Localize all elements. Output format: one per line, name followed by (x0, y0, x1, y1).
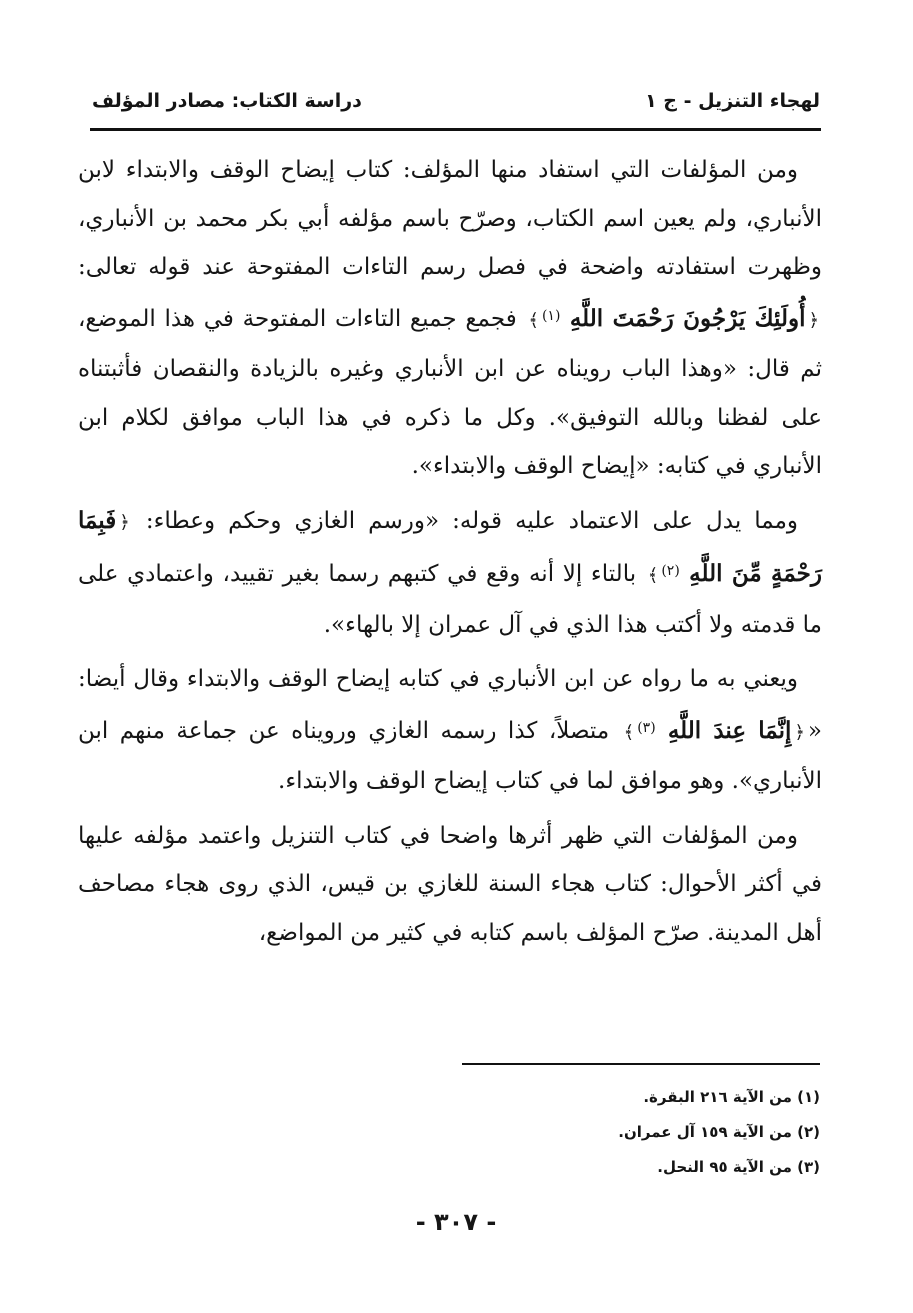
paragraph-3 (78, 655, 822, 806)
footnote-1: (١) من الآية ٢١٦ البقرة. (643, 1088, 820, 1106)
ornate-bracket-close: ﴾ (647, 565, 659, 586)
paragraph-3-text-b: متصلاً، كذا رسمه الغازي ورويناه عن جماعة منهم ابن الأنباري». وهو موافق لما في كتاب إيضاح الوقف والابتداء. (78, 717, 822, 794)
paragraph-1-text-a: ومن المؤلفات التي استفاد منها المؤلف: كتاب إيضاح الوقف والابتداء لابن الأنباري، ولم يعين اسم الكتاب، وصرّح باسم مؤلفه أبي بكر محمد بن الأنباري، وظهرت استفادته واضحة في فصل رسم التاءات المفتوحة عند قوله تعالى: (78, 157, 822, 280)
main-text (78, 146, 822, 963)
ornate-bracket-open: ﴿ (119, 511, 130, 533)
paragraph-2-text-a: ومما يدل على الاعتماد عليه قوله: «ورسم الغازي وحكم وعطاء: (145, 507, 798, 534)
paragraph-2 (78, 497, 822, 650)
quran-quote-2-text: فَبِمَا رَحْمَةٍ مِّنَ اللَّهِ (78, 506, 822, 587)
header-book-title: لهجاء التنزيل - ج ١ (645, 90, 820, 112)
ornate-bracket-close: ﴾ (528, 309, 539, 331)
footnote-2: (٢) من الآية ١٥٩ آل عمران. (618, 1123, 820, 1141)
paragraph-3-text-a: ويعني به ما رواه عن ابن الأنباري في كتابه إيضاح الوقف والابتداء وقال أيضا: « (78, 666, 822, 744)
footnote-3: (٣) من الآية ٩٥ النحل. (657, 1158, 820, 1176)
paragraph-4 (78, 812, 822, 958)
page-number: - ٣٠٧ - (415, 1208, 497, 1236)
ornate-bracket-close: ﴾ (623, 721, 635, 743)
quran-quote-3-text: إِنَّمَا عِندَ اللَّهِ (667, 716, 792, 744)
paragraph-1 (78, 146, 822, 491)
header-section-title: دراسة الكتاب: مصادر المؤلف (92, 90, 362, 112)
footnote-ref-3: (٣) (637, 719, 656, 736)
footnotes (420, 1082, 820, 1187)
footnote-ref-1: (١) (541, 307, 561, 324)
paragraph-2-text-b: بالتاء إلا أنه وقع في كتبهم رسما بغير تقييد، واعتمادي على ما قدمته ولا أكتب هذا الذي في آل عمران إلا بالهاء». (78, 561, 822, 638)
ornate-bracket-open: ﴿ (808, 309, 820, 331)
paragraph-4-text: ومن المؤلفات التي ظهر أثرها واضحا في كتاب التنزيل واعتمد مؤلفه عليها في أكثر الأحوال: كتاب هجاء السنة للغازي بن قيس، الذي روى هجاء مصاحف أهل المدينة. صرّح المؤلف باسم كتابه في كثير من المواضع، (78, 822, 822, 946)
quran-quote-3 (621, 717, 808, 744)
paragraph-1-text-b: فجمع جميع التاءات المفتوحة في هذا الموضع، ثم قال: «وهذا الباب رويناه عن ابن الأنباري وغيره بالزيادة والنقصان فأثبتناه على لفظنا وبالله التوفيق». وكل ما ذكره في هذا الباب موافق لكلام ابن الأنباري في كتابه: «إيضاح الوقف والابتداء». (78, 305, 822, 479)
footnote-ref-2: (٢) (661, 563, 680, 579)
ornate-bracket-open: ﴿ (794, 721, 805, 743)
footnote-divider (462, 1063, 820, 1065)
header-divider (90, 128, 821, 131)
running-header (92, 84, 820, 118)
quran-quote-1 (525, 305, 822, 332)
quran-quote-1-text: أُولَئِكَ يَرْجُونَ رَحْمَتَ اللَّهِ (569, 304, 806, 332)
